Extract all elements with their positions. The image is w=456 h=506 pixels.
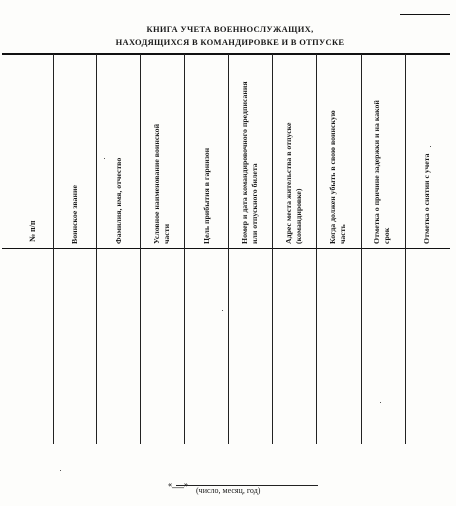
- column-divider: [228, 54, 229, 444]
- column-header-full-name: Фамилия, имя, отчество: [114, 157, 123, 244]
- column-header-purpose: Цель прибытия в гарнизон: [202, 147, 211, 244]
- page-title-line-1: КНИГА УЧЕТА ВОЕННОСЛУЖАЩИХ,: [146, 24, 314, 34]
- column-divider: [405, 54, 406, 444]
- column-divider: [53, 54, 54, 444]
- column-divider: [140, 54, 141, 444]
- column-header-delay-reason: Отметка о причине задержки и на какой срок: [372, 100, 391, 244]
- column-divider: [184, 54, 185, 444]
- column-header-number: № п/п: [28, 220, 37, 242]
- top-corner-rule: [400, 14, 450, 15]
- scan-speck: [222, 310, 223, 311]
- column-divider: [272, 54, 273, 444]
- column-header-address: Адрес места жительства в отпуске (командировке): [284, 122, 303, 244]
- scan-speck: [60, 470, 61, 471]
- column-header-return-date: Когда должен убыть в свою воинскую часть: [328, 110, 347, 244]
- scan-speck: [430, 146, 431, 147]
- scan-speck: [104, 158, 105, 159]
- column-divider: [316, 54, 317, 444]
- header-top-rule: [2, 53, 450, 55]
- header-bottom-rule: [2, 248, 450, 249]
- column-divider: [361, 54, 362, 444]
- date-prefix: «___»: [168, 480, 188, 489]
- page-title-line-2: НАХОДЯЩИХСЯ В КОМАНДИРОВКЕ И В ОТПУСКЕ: [115, 37, 345, 47]
- column-header-deregistration: Отметка о снятии с учета: [422, 153, 431, 244]
- column-divider: [96, 54, 97, 444]
- column-header-rank: Воинское звание: [70, 185, 79, 244]
- column-header-unit-designation: Условное наименование воинской части: [152, 123, 171, 244]
- scan-speck: [380, 402, 381, 403]
- date-caption: (число, месяц, год): [196, 486, 261, 495]
- column-header-document-number: Номер и дата командировочного предписания или отпускного билета: [240, 81, 259, 244]
